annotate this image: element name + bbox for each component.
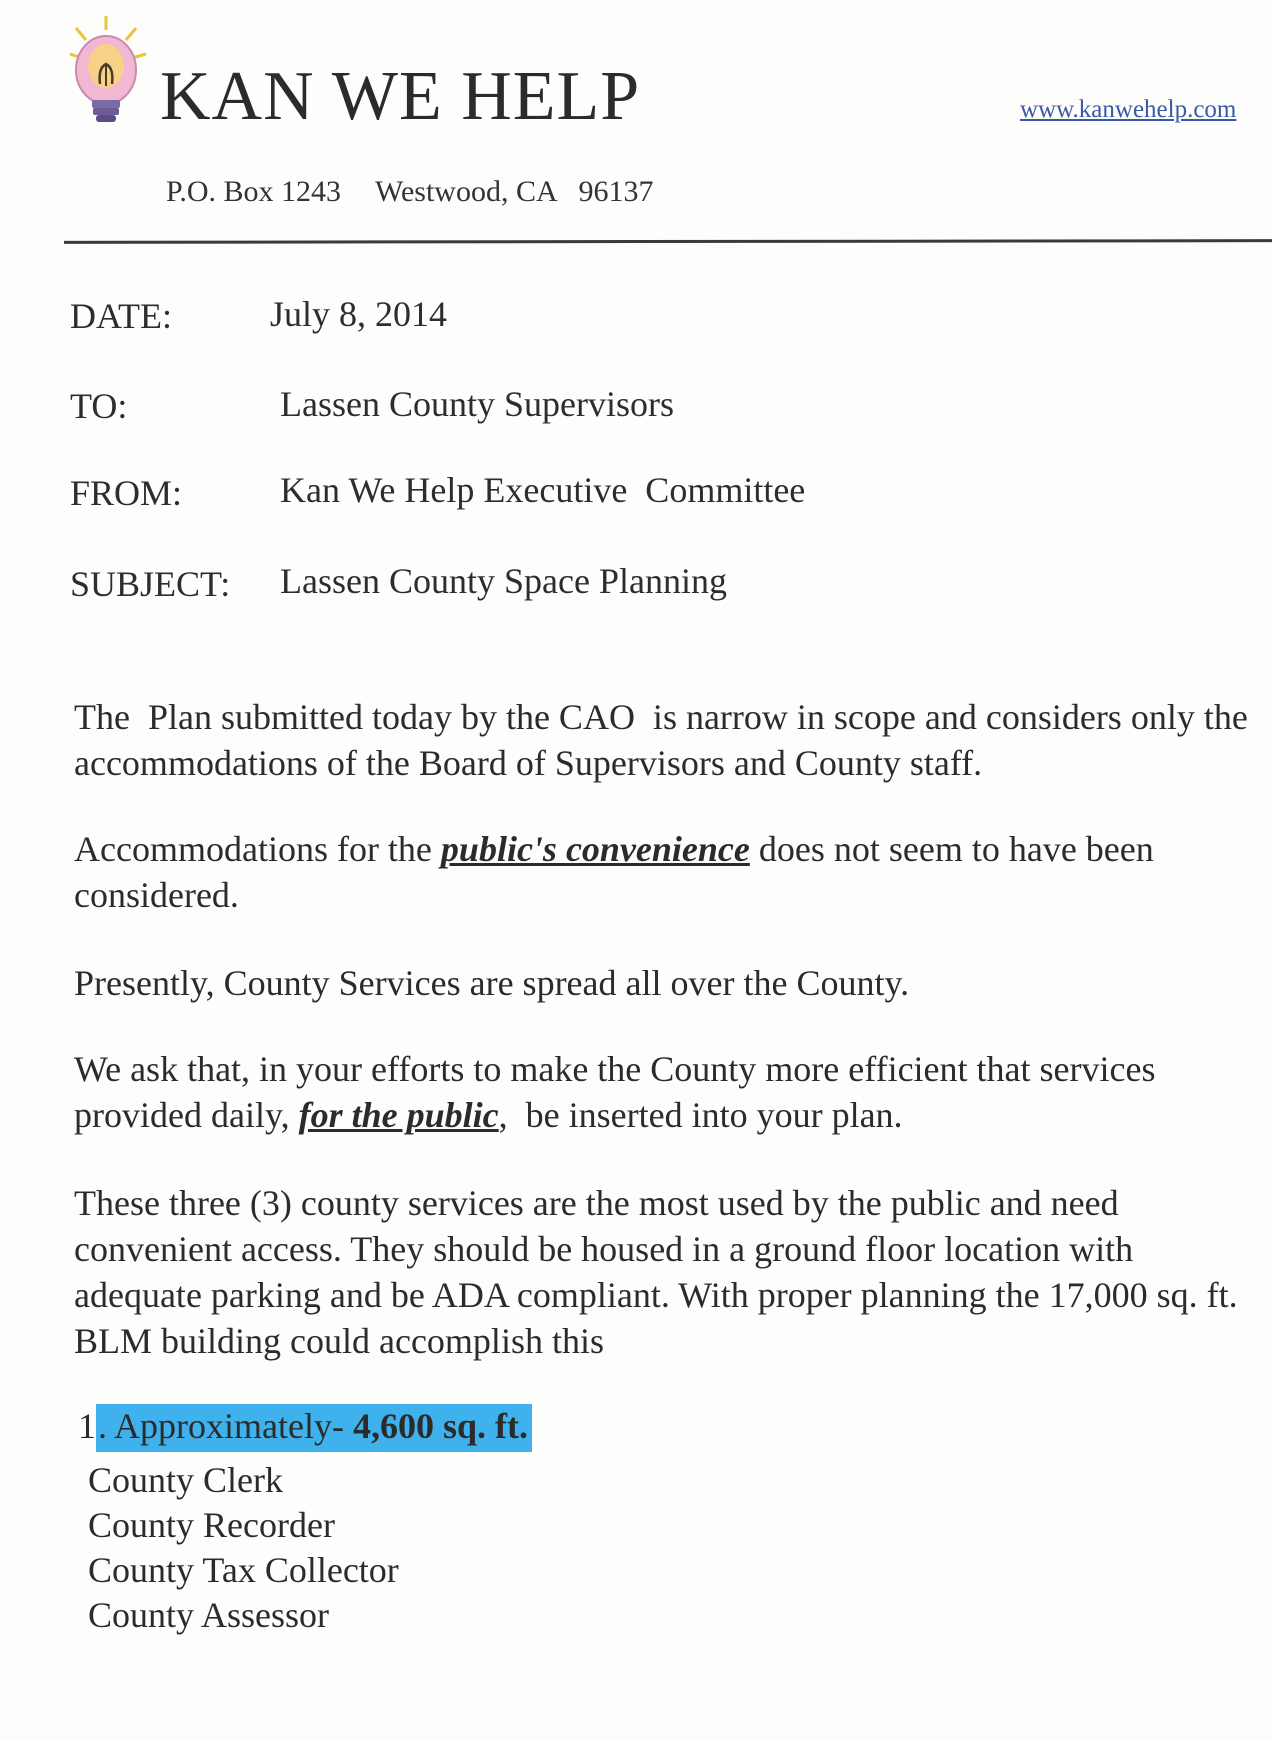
services-list	[88, 1458, 399, 1638]
paragraph-request	[74, 1046, 1254, 1138]
organization-name: KAN WE HELP	[160, 58, 641, 135]
paragraph-plan-scope: The Plan submitted today by the CAO is narrow in scope and considers only the accommodations of the Board of Supervisors and County staff.	[74, 697, 1266, 783]
list-item: County Recorder	[88, 1505, 335, 1545]
highlighted-area	[96, 1404, 532, 1452]
paragraph-three-services: These three (3) county services are the most used by the public and need convenient access. They should be housed in a ground floor location with adequate parking and be ADA compliant. With proper planning the 17,000 sq. ft. BLM building could accomplish this	[74, 1183, 1238, 1361]
from-label: FROM:	[70, 473, 183, 513]
p2-text-after: does not seem to have been considered.	[74, 829, 1154, 915]
paragraph-services-spread: Presently, County Services are spread all over the County.	[74, 963, 910, 1003]
p4-text-before: We ask that, in your efforts to make the County more efficient that services provided daily,	[74, 1049, 1156, 1135]
p4-text-after: , be inserted into your plan.	[498, 1095, 903, 1135]
for-the-public-emphasis: for the public	[298, 1095, 499, 1135]
mailing-address	[166, 175, 687, 209]
date-value: July 8, 2014	[270, 294, 448, 334]
list-item-heading	[78, 1408, 532, 1444]
subject-label: SUBJECT:	[70, 564, 231, 604]
list-item: County Tax Collector	[88, 1550, 399, 1590]
city-line: Westwood, CA 96137	[375, 175, 654, 208]
paragraph-public-convenience	[74, 826, 1254, 918]
to-label: TO:	[70, 386, 128, 426]
list-item: County Clerk	[88, 1460, 283, 1500]
from-value: Kan We Help Executive Committee	[280, 470, 806, 510]
date-label: DATE:	[70, 296, 172, 336]
p2-text-before: Accommodations for the	[74, 829, 441, 869]
subject-value: Lassen County Space Planning	[280, 561, 727, 601]
square-footage: 4,600 sq. ft.	[352, 1406, 528, 1446]
to-value: Lassen County Supervisors	[280, 384, 674, 424]
header-divider	[64, 239, 1272, 244]
po-box: P.O. Box 1243	[166, 175, 342, 208]
list-item: County Assessor	[88, 1595, 330, 1635]
public-convenience-emphasis: public's convenience	[440, 829, 750, 869]
lightbulb-icon	[62, 14, 154, 126]
website-link[interactable]: www.kanwehelp.com	[1020, 96, 1237, 123]
list-number: 1	[78, 1406, 96, 1446]
approx-label: . Approximately-	[98, 1406, 353, 1446]
